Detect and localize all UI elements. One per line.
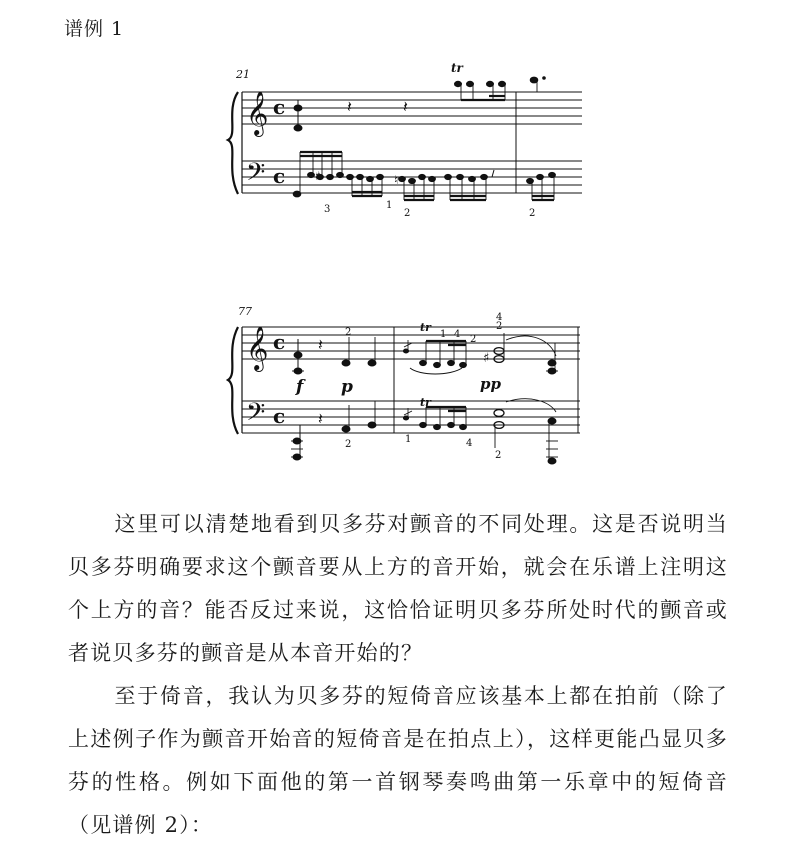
treble-staff <box>242 92 582 124</box>
paragraph-1: 这里可以清楚地看到贝多芬对颤音的不同处理。这是否说明当贝多芬明确要求这个颤音要从上方的音开始，就会在乐谱上注明这个上方的音？能否反过来说，这恰恰证明贝多芬所处时代的颤音或者说贝多芬的颤音是从本音开始的？ <box>68 512 728 665</box>
fingering: 4 <box>454 329 461 340</box>
bass-staff <box>242 161 582 193</box>
fingering: 2 <box>529 208 536 219</box>
example-caption: 谱例 1 <box>64 18 125 40</box>
time-signature: c <box>273 164 286 188</box>
measure-number: 77 <box>238 305 252 318</box>
grand-staff-brace <box>228 327 238 434</box>
quarter-rest-icon: 𝄽 <box>318 409 323 428</box>
fingering: 2 <box>345 327 352 338</box>
quarter-rest-icon: 𝄽 <box>347 97 352 116</box>
fingering: 1 <box>440 329 447 340</box>
fingering: 4 <box>496 312 503 323</box>
dynamic-marking: p <box>341 377 353 397</box>
grand-staff-brace <box>228 92 238 194</box>
quarter-rest-icon: 𝄽 <box>403 97 408 116</box>
dynamic-marking: pp <box>480 375 501 393</box>
fingering: 2 <box>495 450 502 461</box>
treble-clef-icon: 𝄞 <box>246 91 269 135</box>
svg-text:♯: ♯ <box>483 351 490 366</box>
time-signature: c <box>273 330 286 354</box>
fingering: 3 <box>324 204 331 215</box>
treble-staff <box>242 327 580 359</box>
time-signature: c <box>273 95 286 119</box>
fingering: 1 <box>386 200 393 211</box>
bass-clef-icon: 𝄢 <box>246 158 266 193</box>
fingering: 1 <box>405 434 412 445</box>
score-system-1 <box>228 61 582 219</box>
fingering: 2 <box>404 208 411 219</box>
score-system-2 <box>228 305 580 464</box>
dynamic-marking: f <box>296 377 304 397</box>
trill-mark: tr <box>451 61 463 75</box>
time-signature: c <box>273 404 286 428</box>
measure-number: 21 <box>236 68 250 81</box>
svg-text:♮: ♮ <box>394 173 399 187</box>
treble-clef-icon: 𝄞 <box>246 326 269 370</box>
fingering: 2 <box>470 334 477 345</box>
fingering: 2 <box>345 439 352 450</box>
svg-text:♯: ♯ <box>315 169 321 183</box>
fingering: 4 <box>466 438 473 449</box>
trill-mark: tr <box>420 321 431 334</box>
bass-clef-icon: 𝄢 <box>246 398 266 433</box>
trill-mark: tr <box>420 396 431 409</box>
quarter-rest-icon: 𝄽 <box>318 335 323 354</box>
paragraph-2: 至于倚音，我认为贝多芬的短倚音应该基本上都在拍前（除了上述例子作为颤音开始音的短倚音是在拍点上），这样更能凸显贝多芬的性格。例如下面他的第一首钢琴奏鸣曲第一乐章中的短倚音（见谱例 2）： <box>68 684 728 837</box>
fingering: 2 <box>496 321 503 332</box>
bass-staff <box>242 401 580 433</box>
